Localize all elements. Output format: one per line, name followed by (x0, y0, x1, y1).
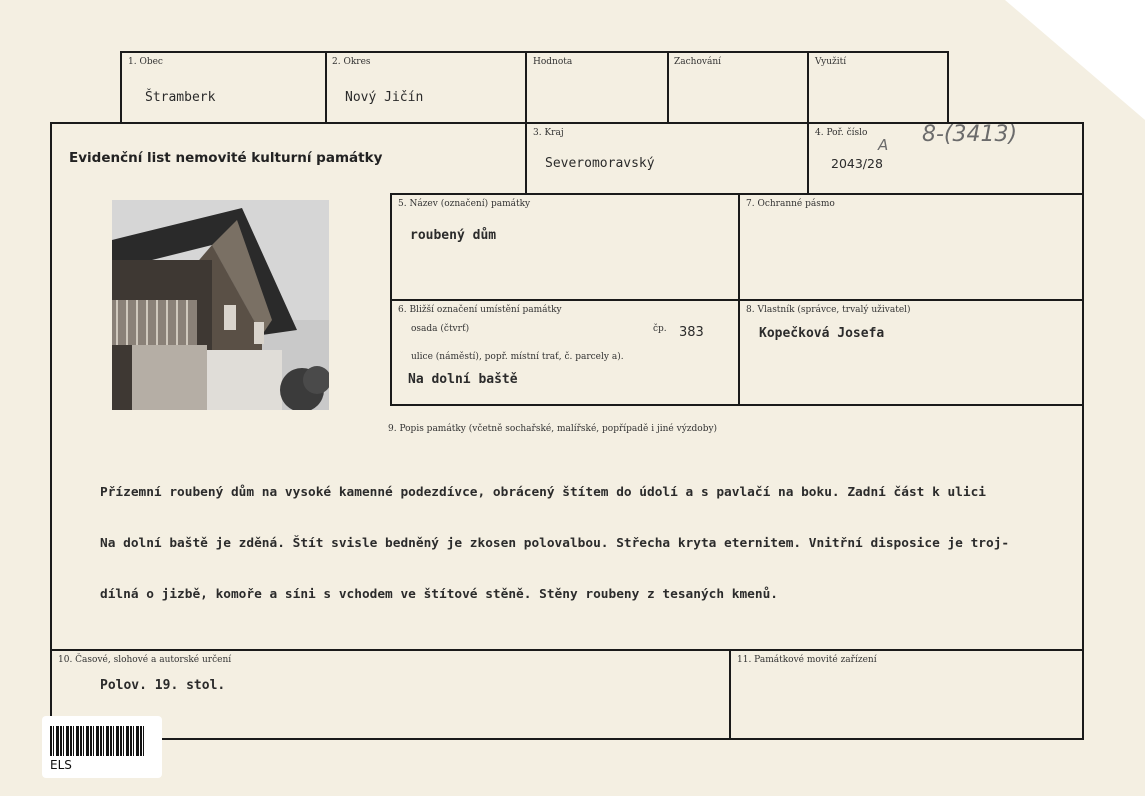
torn-corner (1005, 0, 1145, 120)
field-ochranne-pasmo (738, 193, 1084, 301)
value-por-cislo: 2043/28 (831, 156, 883, 171)
value-obec: Štramberk (145, 90, 216, 105)
barcode-label (42, 716, 162, 778)
label-nazev: 5. Název (označení) památky (398, 199, 531, 209)
value-okres: Nový Jičín (345, 90, 424, 105)
label-kraj: 3. Kraj (533, 128, 564, 138)
value-urceni: Polov. 19. stol. (100, 678, 226, 693)
document-title: Evidenční list nemovité kulturní památky (69, 150, 383, 166)
label-movite-zarizeni: 11. Památkové movité zařízení (737, 655, 877, 665)
value-nazev: roubený dům (410, 228, 497, 243)
description-line: dílná o jizbě, komoře a síni s vchodem ve štítové stěně. Stěny roubeny z tesaných kmenů. (100, 587, 778, 602)
handwritten-a: A (878, 136, 889, 154)
value-kraj: Severomoravský (545, 156, 655, 171)
label-ulice: ulice (náměstí), popř. místní trať, č. parcely a). (411, 352, 624, 362)
label-ochranne-pasmo: 7. Ochranné pásmo (746, 199, 835, 209)
label-obec: 1. Obec (128, 57, 163, 67)
label-osada: osada (čtvrť) (411, 324, 470, 334)
barcode-bars (50, 726, 146, 756)
label-zachovani: Zachování (674, 57, 721, 67)
label-por-cislo: 4. Poř. číslo (815, 128, 868, 138)
label-hodnota: Hodnota (533, 57, 573, 67)
value-cp: 383 (679, 325, 704, 340)
label-okres: 2. Okres (332, 57, 371, 67)
handwritten-note: 8-(3413) (922, 122, 1018, 147)
value-ulice: Na dolní baště (408, 372, 518, 387)
label-popis: 9. Popis památky (včetně sochařské, malířské, popřípadě i jiné výzdoby) (388, 424, 718, 434)
label-vlastnik: 8. Vlastník (správce, trvalý uživatel) (746, 305, 911, 315)
label-urceni: 10. Časové, slohové a autorské určení (58, 655, 232, 665)
label-vyuziti: Využití (815, 57, 847, 67)
value-vlastnik: Kopečková Josefa (759, 326, 885, 341)
label-umisteni: 6. Bližší označení umístění památky (398, 305, 562, 315)
field-vlastnik (738, 299, 1084, 406)
barcode-text: ELS (50, 758, 72, 772)
description-text (100, 450, 1060, 620)
monument-photo (112, 200, 329, 410)
field-nazev (390, 193, 740, 301)
description-line: Přízemní roubený dům na vysoké kamenné podezdívce, obrácený štítem do údolí a s pavlačí na boku. Zadní část k ulici (100, 485, 987, 500)
description-line: Na dolní baště je zděná. Štít svisle bedněný je zkosen polovalbou. Střecha kryta eternitem. Vnitřní disposice je troj- (100, 536, 1010, 551)
label-cp: čp. (653, 324, 667, 334)
